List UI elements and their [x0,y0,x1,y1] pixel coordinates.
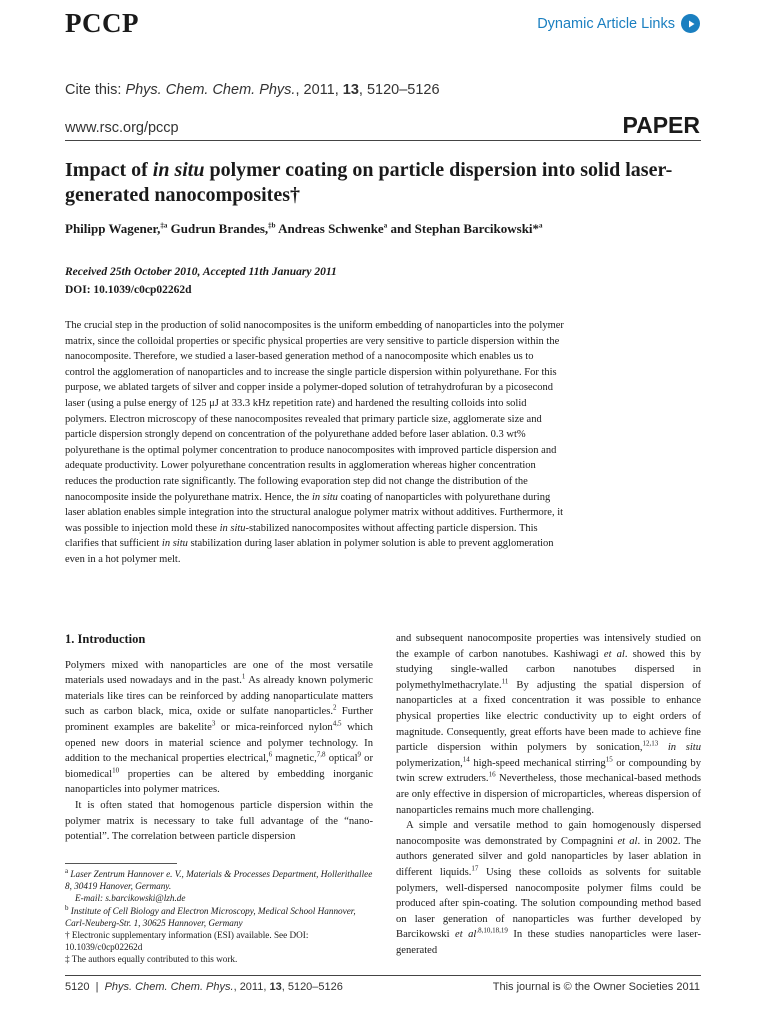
reference-mark[interactable]: 2 [333,703,337,712]
footer-journal: Phys. Chem. Chem. Phys. [104,981,234,993]
body-text: As already known polymeric materials like tires can be reinforced by adding nanoparticulate matters such as carbon black, mica, oxide or sulfate nanoparticles. [65,675,373,718]
author-name: Gudrun Brandes, [167,221,269,236]
body-text: Further prominent examples are bakelite [65,706,373,733]
body-text: By adjusting the spatial dispersion of nanoparticles at a fixed concentration it was possible to enhance physical properties like electric conductivity up to eight orders of magnitude. Consequently, great efforts have been made to achieve fine particle dispersion within polymers by sonication, [396,679,701,754]
intro-paragraph-3 [396,631,701,818]
body-text: or compounding by twin screw extruders. [396,757,702,785]
dynamic-article-links-label[interactable]: Dynamic Article Links [537,15,675,32]
reference-mark[interactable]: 3 [211,719,216,728]
footnote-text: Institute of Cell Biology and Electron Microscopy, Medical School Hannover, Carl-Neuberg-Str. 1, 30625 Hannover, Germany [65,905,356,928]
body-italic: et al [603,648,625,660]
citation-line [65,82,440,98]
title-part: polymer coating on particle dispersion into solid laser-generated nanocomposites† [65,159,673,206]
footnote-email[interactable]: E-mail: s.barcikowski@lzh.de [75,893,186,904]
reference-mark[interactable]: 17 [471,864,479,873]
body-text: magnetic, [272,753,317,765]
body-text: optical [325,753,358,765]
dynamic-article-links[interactable] [537,14,700,33]
reference-mark[interactable]: 4,5 [332,719,342,728]
body-text: . showed this by studying single-walled carbon nanotubes dispersed in polymethylmethacrylate. [396,648,701,691]
footnote-divider [65,863,177,864]
abstract-text: coating of nanoparticles with polyurethane during laser ablation enables simple integration into the structural analogue polymer matrix without additives. Furthermore, it was possible to injection mold these [65,491,564,534]
cite-prefix: Cite this: [65,82,126,98]
body-text: polymerization, [396,757,463,769]
body-italic: et al [617,835,638,847]
body-text: A simple and versatile method to gain homogenously dispersed nanocomposite was demonstrated by Compagnini [396,820,701,847]
body-text: . in 2002. The authors generated silver and gold nanoparticles by laser ablation in different liquids. [396,835,701,878]
body-text: or biomedical [65,753,373,780]
body-text: which opened new doors in material science and polymer technology. In addition to the mechanical properties electrical, [65,721,373,765]
abstract-text: -stabilized nanocomposites without affecting particle dispersion. This clarifies that sufficient [65,522,538,550]
body-text: Polymers mixed with nanoparticles are one of the most versatile materials used nowadays and in the past. [65,659,373,687]
reference-mark[interactable]: 15 [605,755,613,764]
footer-citation [65,981,343,993]
footnotes [65,868,373,966]
footnote-affiliation-b [65,905,373,929]
journal-url[interactable]: www.rsc.org/pccp [65,120,179,136]
title-italic: in situ [152,159,205,181]
cite-pages: , 5120–5126 [358,82,440,98]
footer-volume: 13 [269,981,282,993]
abstract-italic: in situ [311,491,338,503]
article-title [65,158,701,208]
reference-mark[interactable]: 1 [241,672,246,681]
reference-mark[interactable]: .8,10,18,19 [476,926,508,935]
body-text: or mica-reinforced nylon [215,721,333,733]
reference-mark[interactable]: 14 [462,755,470,764]
author-affiliation-mark: ‡b [268,221,276,230]
section-heading-introduction: 1. Introduction [65,632,146,646]
abstract [65,318,565,568]
footnote-equal-contribution: ‡ The authors equally contributed to this work. [65,954,238,965]
intro-paragraph-4 [396,818,701,958]
author-name: and Stephan Barcikowski* [387,221,540,236]
author-name: Andreas Schwenke [275,221,384,236]
left-column [65,632,373,845]
footnote-mark: a [65,866,69,875]
abstract-text: The crucial step in the production of solid nanocomposites is the uniform embedding of nanoparticles into the polymer matrix, since the colloidal properties or specific physical properties are very sensitive to particle dispersion within the nanocomposite. Therefore, we studied a laser-based generation method of a nanocomposite which enables us to control the agglomeration of nanoparticles and to increase the single particle dispersion within polyurethane. For this purpose, we ablated targets of silver and copper inside a polymer-doped solution of tetrahydrofuran by a picosecond laser (using a pulse energy of 125 μJ at 33.3 kHz repetition rate) and hardened the resulting colloids into solid polymers. Electron microscopy of these nanocomposites revealed that primary particle size, agglomerate size and particle dispersion strongly depend on concentration of the polyurethane added before laser ablation. 0.3 wt% polyurethane is the optimal polymer concentration to produce nanocomposites with improved particle dispersion and adequate productivity. Lower polyurethane concentration results in agglomeration whereas higher concentration reduces the production rate significantly. The following evaporation step did not change the distribution of the nanocomposite inside the polyurethane matrix. Hence, the [65,320,564,503]
abstract-text: stabilization during laser ablation in polymer solution is able to prevent agglomeration even in a hot polymer melt. [65,538,554,565]
reference-mark[interactable]: 9 [357,750,362,759]
author-affiliation-mark: a [383,221,388,230]
footnote-affiliation-a [65,868,373,892]
reference-mark[interactable]: 12,13 [642,739,659,748]
cite-journal: Phys. Chem. Chem. Phys. [125,82,296,98]
journal-name: PCCP [65,8,139,38]
body-text: properties can be altered by embedding inorganic nanoparticles into polymer matrices. [65,768,373,796]
author-affiliation-mark: ‡a [160,221,168,230]
body-text: Nevertheless, those mechanical-based methods are only effective in dispersion of microparticles, whereas dispersion of nanoparticles remains much more challenging. [396,773,702,816]
footer-pages: , 5120–5126 [281,981,343,993]
page-number: 5120 [65,981,90,993]
body-italic: et al [455,929,477,941]
footnote-mark: b [65,903,69,912]
body-text: In these studies nanoparticles were laser-generated [396,929,701,956]
reference-mark[interactable]: 10 [112,766,120,775]
intro-paragraph-2: It is often stated that homogenous particle dispersion within the polymer matrix is necessary to take full advantage of the “nano-potential”. The correlation between particle dispersion [65,799,373,843]
body-text: high-speed mechanical stirring [469,757,606,769]
author-affiliation-mark: a [539,221,543,230]
footer-copyright: This journal is © the Owner Societies 2011 [492,981,700,993]
abstract-italic: in situ [161,538,188,550]
footnote-text: Laser Zentrum Hannover e. V., Materials & Processes Department, Hollerithallee 8, 30419 Hanover, Germany. [65,869,373,892]
intro-paragraph-1 [65,658,373,798]
author-name: Philipp Wagener, [65,221,161,236]
header-divider [65,140,701,141]
received-accepted-dates: Received 25th October 2010, Accepted 11th January 2011 [65,266,337,278]
author-list [65,220,701,238]
reference-mark[interactable]: 16 [488,770,496,779]
footnote-esi: † Electronic supplementary information (ESI) available. See DOI: 10.1039/c0cp02262d [65,930,309,953]
abstract-italic: in situ [219,522,246,534]
title-part: Impact of [65,159,153,181]
cite-year: , 2011, [295,82,343,98]
reference-mark[interactable]: 7,8 [316,750,326,759]
footer-separator: | [89,981,105,993]
body-text: Using these colloids as solvents for suitable polymers, well-dispersed nanocomposite polymer films could be produced after spin-coating. The solution compounding method based on laser generation of nanoparticles was further developed by Barcikowski [396,866,702,941]
footer-divider [65,975,701,976]
article-type-label: PAPER [622,112,700,138]
reference-mark[interactable]: 11 [501,677,509,686]
play-arrow-icon[interactable] [681,14,700,33]
right-column [396,631,701,958]
body-text: and subsequent nanocomposite properties was intensively studied on the example of carbon nanotubes. Kashiwagi [396,633,701,660]
body-italic: in situ [658,742,701,754]
cite-volume: 13 [342,82,359,98]
doi[interactable]: DOI: 10.1039/c0cp02262d [65,284,192,296]
footer-year: , 2011, [233,981,270,993]
reference-mark[interactable]: 6 [268,750,273,759]
